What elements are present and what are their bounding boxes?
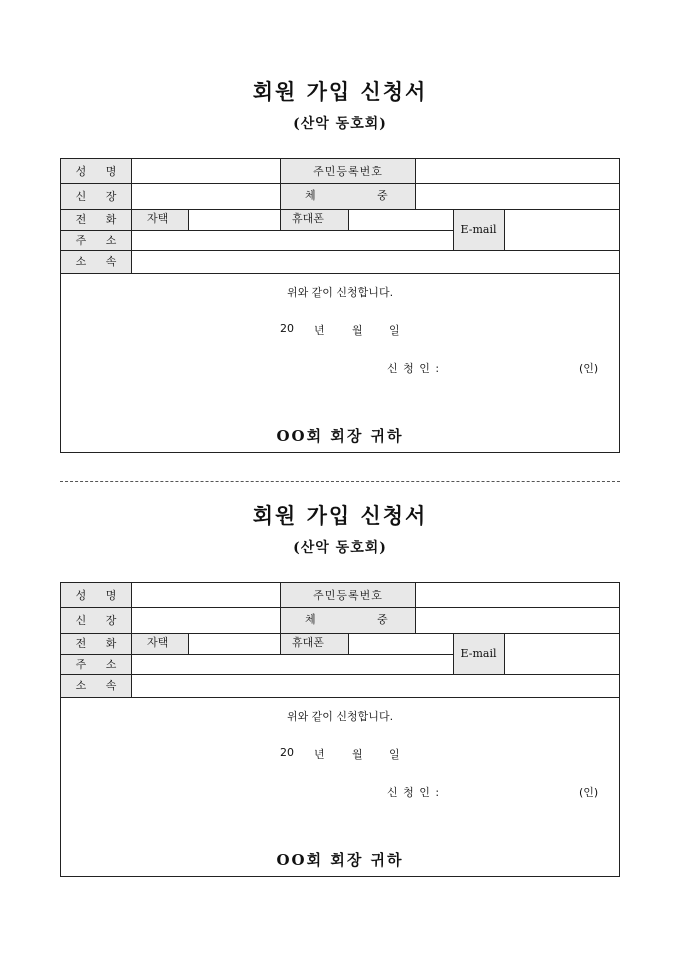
address-field[interactable] [132, 230, 453, 250]
height-field[interactable] [132, 607, 280, 633]
address-field[interactable] [132, 654, 453, 674]
name-label: 성 명 [61, 159, 131, 183]
home-phone-field[interactable] [189, 633, 280, 654]
email-field[interactable] [505, 633, 619, 674]
height-label: 신 장 [61, 183, 131, 209]
seal-mark: (인) [579, 786, 599, 799]
address-label: 주 소 [61, 230, 131, 250]
mobile-phone-label: 휴대폰 [280, 209, 348, 230]
home-phone-label: 자택 [131, 633, 188, 654]
phone-label: 전 화 [61, 633, 131, 654]
mobile-phone-field[interactable] [349, 209, 453, 230]
affiliation-field[interactable] [132, 674, 619, 697]
name-label: 성 명 [61, 583, 131, 607]
email-label: E-mail [453, 633, 504, 674]
form-title: 회원 가입 신청서 [252, 503, 428, 528]
application-form-top [60, 78, 620, 445]
height-field[interactable] [132, 183, 280, 209]
weight-field[interactable] [416, 183, 619, 209]
email-label: E-mail [453, 209, 504, 250]
name-field[interactable] [132, 159, 280, 183]
mobile-phone-field[interactable] [349, 633, 453, 654]
application-form-bottom [60, 502, 620, 869]
application-table: 성 명 신 장 전 화 주 소 소 속 주민등록번호 체 중 자택 휴대폰 E-mail 위와 같이 신청합니다. 20 년 월 일 신 청 인 : (인) OO회 회장 귀하 [60, 158, 620, 453]
statement-text: 위와 같이 신청합니다. [286, 710, 394, 723]
home-phone-field[interactable] [189, 209, 280, 230]
applicant-label: 신 청 인 : [387, 786, 441, 799]
form-subtitle: (산악 동호회) [293, 540, 387, 556]
home-phone-label: 자택 [131, 209, 188, 230]
form-subtitle: (산악 동호회) [293, 116, 387, 132]
form-title: 회원 가입 신청서 [252, 79, 428, 104]
resident-number-field[interactable] [416, 159, 619, 183]
phone-label: 전 화 [61, 209, 131, 230]
statement-text: 위와 같이 신청합니다. [286, 286, 394, 299]
addressee-text: OO회 회장 귀하 [276, 851, 404, 869]
weight-field[interactable] [416, 607, 619, 633]
resident-number-field[interactable] [416, 583, 619, 607]
height-label: 신 장 [61, 607, 131, 633]
resident-number-label: 주민등록번호 [280, 159, 415, 183]
cut-line-divider [60, 481, 620, 482]
applicant-label: 신 청 인 : [387, 362, 441, 375]
affiliation-label: 소 속 [61, 674, 131, 697]
addressee-text: OO회 회장 귀하 [276, 427, 404, 445]
address-label: 주 소 [61, 654, 131, 674]
affiliation-label: 소 속 [61, 250, 131, 273]
email-field[interactable] [505, 209, 619, 250]
weight-label: 체 중 [280, 607, 415, 633]
seal-mark: (인) [579, 362, 599, 375]
resident-number-label: 주민등록번호 [280, 583, 415, 607]
applicant-signature-field[interactable] [461, 779, 571, 799]
application-table: 성 명 신 장 전 화 주 소 소 속 주민등록번호 체 중 자택 휴대폰 E-mail 위와 같이 신청합니다. 20 년 월 일 신 청 인 : (인) OO회 회장 귀하 [60, 582, 620, 877]
weight-label: 체 중 [280, 183, 415, 209]
affiliation-field[interactable] [132, 250, 619, 273]
mobile-phone-label: 휴대폰 [280, 633, 348, 654]
applicant-signature-field[interactable] [461, 355, 571, 375]
name-field[interactable] [132, 583, 280, 607]
